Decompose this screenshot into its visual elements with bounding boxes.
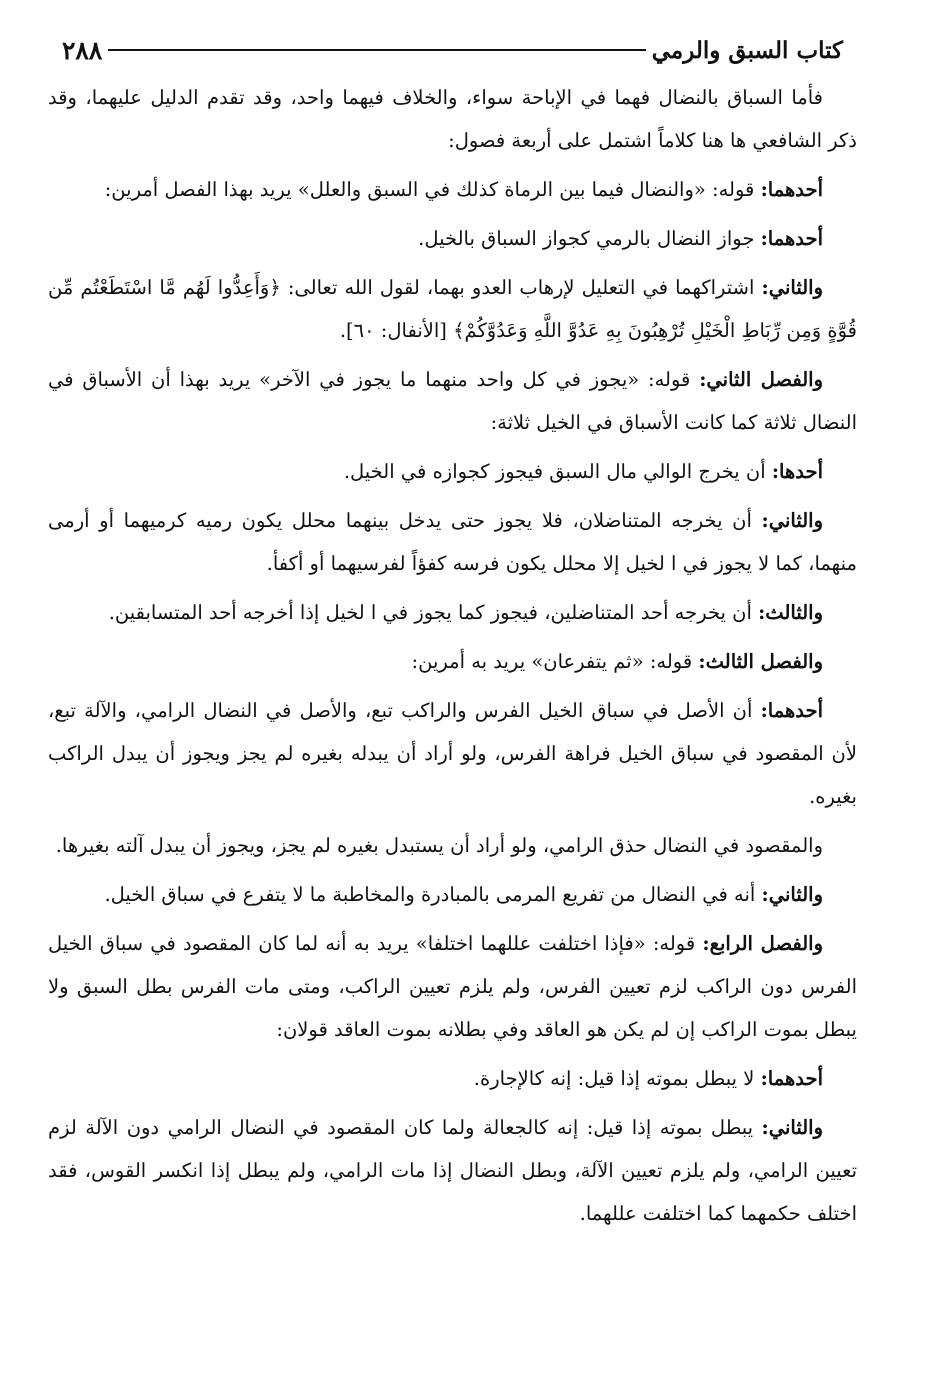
paragraph [48,168,857,211]
paragraph [48,922,857,1051]
paragraph [48,689,857,818]
paragraph-lead: أحدهما: [760,1067,823,1090]
paragraph-lead: أحدهما: [760,227,823,250]
paragraph-text: أن يخرج الوالي مال السبق فيجوز كجوازه في الخيل. [343,460,766,483]
paragraph-text: أنه في النضال من تفريع المرمى بالمبادرة والمخاطبة ما لا يتفرع في سباق الخيل. [104,883,756,906]
paragraph [48,1106,857,1235]
paragraph-lead: أحدهما: [760,178,823,201]
paragraph-lead: والثاني: [761,509,824,532]
paragraph [48,873,857,916]
document-page [48,30,857,1241]
paragraph-text: جواز النضال بالرمي كجواز السباق بالخيل. [418,227,755,250]
paragraph-text: فأما السباق بالنضال فهما في الإباحة سواء، والخلاف فيهما واحد، وقد تقدم الدليل عليهما، وقد ذكر الشافعي ها هنا كلاماً اشتمل على أربعة فصول: [48,86,857,152]
page-header [48,30,857,70]
paragraph [48,499,857,585]
paragraph-lead: والثاني: [761,276,823,299]
paragraph-text: أن يخرجه أحد المتناضلين، فيجوز كما يجوز في ا لخيل إذا أخرجه أحد المتسابقين. [108,601,752,624]
header-rule [108,49,645,51]
paragraph-lead: أحدهما: [760,699,823,722]
paragraph-lead: والثالث: [758,601,823,624]
paragraph-lead: والثاني: [761,883,823,906]
paragraph-text: أن الأصل في سباق الخيل الفرس والراكب تبع، والأصل في النضال الرامي، والآلة تبع، لأن المقصود في سباق الخيل فراهة الفرس، ولو أراد أن يبدله بغيره لم يجز ويجوز أن يبدل الراكب بغيره. [48,699,857,808]
paragraph-text: يبطل بموته إذا قيل: إنه كالجعالة ولما كان المقصود في النضال الرامي دون الآلة لزم تعيين الرامي، ولم يلزم تعيين الآلة، وبطل النضال إذا مات الرامي، ولم يبطل إذا انكسر القوس، فقد اختلف حكمهما كما اختلفت عللهما. [48,1116,857,1225]
paragraph-lead: والفصل الثالث: [698,650,823,673]
paragraph [48,1057,857,1100]
paragraph [48,358,857,444]
paragraph [48,217,857,260]
paragraph-text: قوله: «فإذا اختلفت عللهما اختلفا» يريد به أنه لما كان المقصود في سباق الخيل الفرس دون الراكب لزم تعيين الفرس، ولم يلزم تعيين الراكب، ومتى مات الفرس بطل السبق ولا يبطل بموت الراكب إن لم يكن هو العاقد وفي بطلانه بموت العاقد قولان: [48,932,857,1041]
paragraph [48,824,857,867]
paragraph-lead: والفصل الثاني: [699,368,824,391]
paragraph [48,266,857,352]
paragraph-text: قوله: «ثم يتفرعان» يريد به أمرين: [411,650,693,673]
paragraph-text: أن يخرجه المتناضلان، فلا يجوز حتى يدخل بينهما محلل يكون رميه كرميهما أو أرمى منهما، كما لا يجوز في ا لخيل إلا محلل يكون فرسه كفؤاً لفرسيهما أو أكفأ. [48,509,857,575]
paragraph-text: والمقصود في النضال حذق الرامي، ولو أراد أن يستبدل بغيره لم يجز، ويجوز أن يبدل آلته بغيرها. [55,834,823,857]
paragraph-text: اشتراكهما في التعليل لإرهاب العدو بهما، لقول الله تعالى: ﴿وَأَعِدُّوا لَهُم مَّا اسْتَطَعْتُم مِّن قُوَّةٍ وَمِن رِّبَاطِ الْخَيْلِ تُرْهِبُونَ بِهِ عَدُوَّ اللَّهِ وَعَدُوَّكُمْ﴾ [الأنفال: ٦٠]. [48,276,857,342]
page-number: ٢٨٨ [62,35,103,65]
paragraph-lead: أحدها: [771,460,823,483]
running-title: كتاب السبق والرمي [651,36,843,64]
paragraph-text: قوله: «يجوز في كل واحد منهما ما يجوز في الآخر» يريد بهذا أن الأسباق في النضال ثلاثة كما كانت الأسباق في الخيل ثلاثة: [48,368,857,434]
paragraph-text: لا يبطل بموته إذا قيل: إنه كالإجارة. [473,1067,755,1090]
paragraph [48,76,857,162]
paragraph-lead: والثاني: [761,1116,823,1139]
paragraph-lead: والفصل الرابع: [702,932,823,955]
paragraph [48,591,857,634]
paragraph [48,640,857,683]
page-body [48,76,857,1235]
paragraph-text: قوله: «والنضال فيما بين الرماة كذلك في السبق والعلل» يريد بهذا الفصل أمرين: [104,178,755,201]
paragraph [48,450,857,493]
